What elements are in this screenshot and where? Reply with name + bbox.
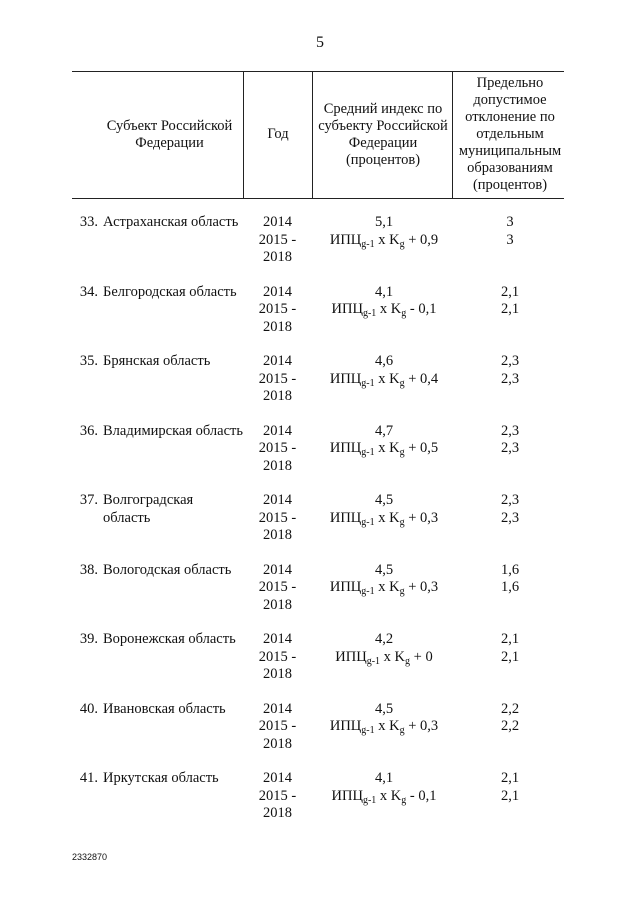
- formula-subscript-2: g: [399, 447, 405, 458]
- row-number: 37.: [79, 492, 98, 508]
- table-row: [0, 353, 640, 413]
- row-number: 35.: [79, 353, 98, 369]
- row-number: 41.: [79, 770, 98, 786]
- years-cell: [250, 770, 305, 823]
- formula-subscript-1: g-1: [362, 794, 377, 806]
- deviation-2014: 2,3: [500, 492, 520, 508]
- index-cell: [316, 770, 452, 805]
- deviation-cell: [460, 701, 560, 736]
- formula-tail: - 0,1: [406, 787, 437, 804]
- header-divider-2: [312, 71, 313, 198]
- years-cell: [250, 353, 305, 406]
- header-avg-index: Средний индекс по субъекту Российской Федерации (процентов): [318, 100, 448, 168]
- region-name: Белгородская область: [103, 283, 237, 300]
- formula-mid: x K: [374, 231, 400, 248]
- formula-mid: x K: [376, 301, 402, 317]
- row-number: 34.: [79, 283, 98, 300]
- formula-tail: + 0: [410, 648, 433, 665]
- deviation-2014: 3: [506, 214, 514, 230]
- year-2014: 2014: [263, 422, 292, 439]
- index-cell: [316, 701, 452, 736]
- header-year: Год: [267, 126, 289, 142]
- deviation-2015-2018: 2,1: [500, 301, 520, 317]
- page-number: 5: [316, 34, 324, 51]
- year-2014: 2014: [263, 700, 292, 717]
- index-formula: [316, 232, 452, 250]
- year-range-end: 2018: [263, 805, 292, 821]
- header-divider-3: [452, 71, 453, 198]
- years-cell: [250, 423, 305, 476]
- year-range-start: 2015 -: [258, 787, 297, 804]
- deviation-cell: [460, 562, 560, 597]
- year-2014: 2014: [263, 283, 292, 300]
- deviation-cell: [460, 423, 560, 458]
- formula-mid: x K: [374, 440, 400, 456]
- formula-subscript-1: g-1: [361, 725, 375, 736]
- formula-subscript-2: g: [399, 377, 405, 389]
- index-value: 4,6: [374, 353, 394, 369]
- header-bottom-rule: [72, 198, 564, 199]
- formula-prefix: ИПЦ: [329, 440, 362, 456]
- row-number: 39.: [79, 631, 98, 647]
- index-formula: [316, 510, 452, 528]
- year-2014: 2014: [263, 631, 292, 647]
- deviation-cell: [460, 492, 560, 527]
- table-row: [0, 562, 640, 622]
- formula-tail: - 0,1: [406, 301, 437, 317]
- region-name: Вологодская область: [103, 561, 232, 578]
- formula-prefix: ИПЦ: [331, 301, 363, 317]
- index-value: 4,2: [374, 631, 394, 647]
- years-cell: [250, 284, 305, 337]
- formula-prefix: ИПЦ: [329, 718, 362, 734]
- year-2014: 2014: [263, 770, 292, 786]
- deviation-2014: 2,1: [500, 631, 520, 647]
- deviation-2015-2018: 2,3: [500, 370, 520, 387]
- deviation-2014: 2,1: [500, 770, 520, 786]
- deviation-2014: 2,3: [500, 353, 520, 369]
- region-name: Ивановская область: [103, 700, 226, 717]
- deviation-cell: [460, 214, 560, 249]
- deviation-cell: [460, 770, 560, 805]
- table-row: [0, 284, 640, 344]
- row-number: 33.: [79, 214, 98, 230]
- region-name: Владимирская область: [103, 422, 243, 439]
- formula-prefix: ИПЦ: [335, 648, 367, 665]
- deviation-2015-2018: 2,1: [500, 648, 520, 665]
- formula-mid: x K: [374, 509, 400, 526]
- deviation-2014: 1,6: [500, 561, 520, 578]
- year-range-start: 2015 -: [258, 440, 297, 456]
- index-value: 5,1: [374, 214, 394, 230]
- row-number: 36.: [79, 422, 98, 439]
- years-cell: [250, 701, 305, 754]
- formula-subscript-1: g-1: [366, 655, 381, 667]
- index-formula: [316, 301, 452, 319]
- row-number: 40.: [79, 700, 98, 717]
- region-name: Иркутская область: [103, 770, 219, 786]
- index-cell: [316, 423, 452, 458]
- index-cell: [316, 214, 452, 249]
- formula-tail: + 0,3: [404, 579, 439, 595]
- year-range-end: 2018: [263, 457, 292, 474]
- formula-subscript-2: g: [399, 725, 405, 736]
- year-range-end: 2018: [263, 249, 292, 265]
- year-range-end: 2018: [263, 735, 292, 752]
- header-max-deviation: Предельно допустимое отклонение по отдельным муниципальным образованиям (процентов): [458, 75, 562, 193]
- years-cell: [250, 562, 305, 615]
- table-row: [0, 770, 640, 830]
- formula-subscript-1: g-1: [361, 586, 375, 597]
- formula-subscript-1: g-1: [361, 516, 375, 528]
- deviation-2015-2018: 2,1: [500, 787, 520, 804]
- region-name: Брянская область: [103, 353, 211, 369]
- year-range-start: 2015 -: [258, 231, 297, 248]
- region-name: Астраханская область: [103, 214, 239, 230]
- formula-tail: + 0,5: [404, 440, 439, 456]
- index-cell: [316, 353, 452, 388]
- index-formula: [316, 649, 452, 667]
- formula-subscript-1: g-1: [362, 308, 377, 319]
- formula-mid: x K: [374, 370, 400, 387]
- formula-subscript-2: g: [399, 238, 405, 250]
- formula-tail: + 0,4: [404, 370, 439, 387]
- formula-subscript-2: g: [399, 516, 405, 528]
- deviation-2015-2018: 2,3: [500, 440, 520, 456]
- formula-subscript-2: g: [401, 308, 407, 319]
- year-range-end: 2018: [263, 318, 292, 335]
- deviation-2014: 2,2: [500, 700, 520, 717]
- formula-prefix: ИПЦ: [329, 579, 362, 595]
- row-number: 38.: [79, 561, 98, 578]
- formula-mid: x K: [374, 579, 400, 595]
- deviation-2015-2018: 2,3: [500, 509, 520, 526]
- table-row: [0, 631, 640, 691]
- year-range-start: 2015 -: [258, 718, 297, 734]
- deviation-2015-2018: 2,2: [500, 718, 520, 734]
- formula-prefix: ИПЦ: [329, 370, 362, 387]
- year-range-start: 2015 -: [258, 648, 297, 665]
- formula-prefix: ИПЦ: [331, 787, 363, 804]
- formula-mid: x K: [380, 648, 406, 665]
- year-range-end: 2018: [263, 596, 292, 613]
- index-cell: [316, 492, 452, 527]
- header-subject: Субъект Российской Федерации: [106, 117, 233, 151]
- formula-prefix: ИПЦ: [329, 509, 362, 526]
- index-formula: [316, 788, 452, 806]
- formula-prefix: ИПЦ: [329, 231, 362, 248]
- formula-tail: + 0,3: [404, 718, 439, 734]
- deviation-2014: 2,3: [500, 422, 520, 439]
- deviation-2015-2018: 3: [506, 231, 514, 248]
- formula-subscript-2: g: [399, 586, 405, 597]
- document-number: 2332870: [72, 852, 108, 862]
- deviation-cell: [460, 284, 560, 319]
- table-row: [0, 214, 640, 274]
- formula-mid: x K: [376, 787, 402, 804]
- index-value: 4,5: [374, 700, 394, 717]
- table-row: [0, 701, 640, 761]
- index-formula: [316, 718, 452, 736]
- index-value: 4,7: [374, 422, 394, 439]
- year-range-end: 2018: [263, 388, 292, 404]
- year-range-start: 2015 -: [258, 579, 297, 595]
- formula-subscript-1: g-1: [361, 238, 375, 250]
- years-cell: [250, 492, 305, 545]
- deviation-cell: [460, 353, 560, 388]
- year-range-start: 2015 -: [258, 301, 297, 317]
- year-range-end: 2018: [263, 527, 292, 543]
- year-range-start: 2015 -: [258, 509, 297, 526]
- index-value: 4,5: [374, 561, 394, 578]
- deviation-2014: 2,1: [500, 283, 520, 300]
- index-cell: [316, 631, 452, 666]
- formula-mid: x K: [374, 718, 400, 734]
- index-formula: [316, 371, 452, 389]
- formula-subscript-2: g: [405, 655, 411, 667]
- deviation-2015-2018: 1,6: [500, 579, 520, 595]
- formula-tail: + 0,3: [404, 509, 439, 526]
- deviation-cell: [460, 631, 560, 666]
- year-2014: 2014: [263, 492, 292, 508]
- years-cell: [250, 631, 305, 684]
- formula-subscript-1: g-1: [361, 447, 375, 458]
- table-row: [0, 423, 640, 483]
- index-value: 4,1: [374, 283, 394, 300]
- year-2014: 2014: [263, 353, 292, 369]
- year-2014: 2014: [263, 561, 292, 578]
- index-value: 4,5: [374, 492, 394, 508]
- formula-tail: + 0,9: [404, 231, 439, 248]
- years-cell: [250, 214, 305, 267]
- index-formula: [316, 579, 452, 597]
- year-2014: 2014: [263, 214, 292, 230]
- formula-subscript-2: g: [401, 794, 407, 806]
- year-range-end: 2018: [263, 666, 292, 682]
- formula-subscript-1: g-1: [361, 377, 375, 389]
- index-formula: [316, 440, 452, 458]
- region-name: Воронежская область: [103, 631, 236, 647]
- index-cell: [316, 284, 452, 319]
- index-cell: [316, 562, 452, 597]
- year-range-start: 2015 -: [258, 370, 297, 387]
- table-row: [0, 492, 640, 552]
- index-value: 4,1: [374, 770, 394, 786]
- region-name: Волгоградская область: [103, 492, 194, 526]
